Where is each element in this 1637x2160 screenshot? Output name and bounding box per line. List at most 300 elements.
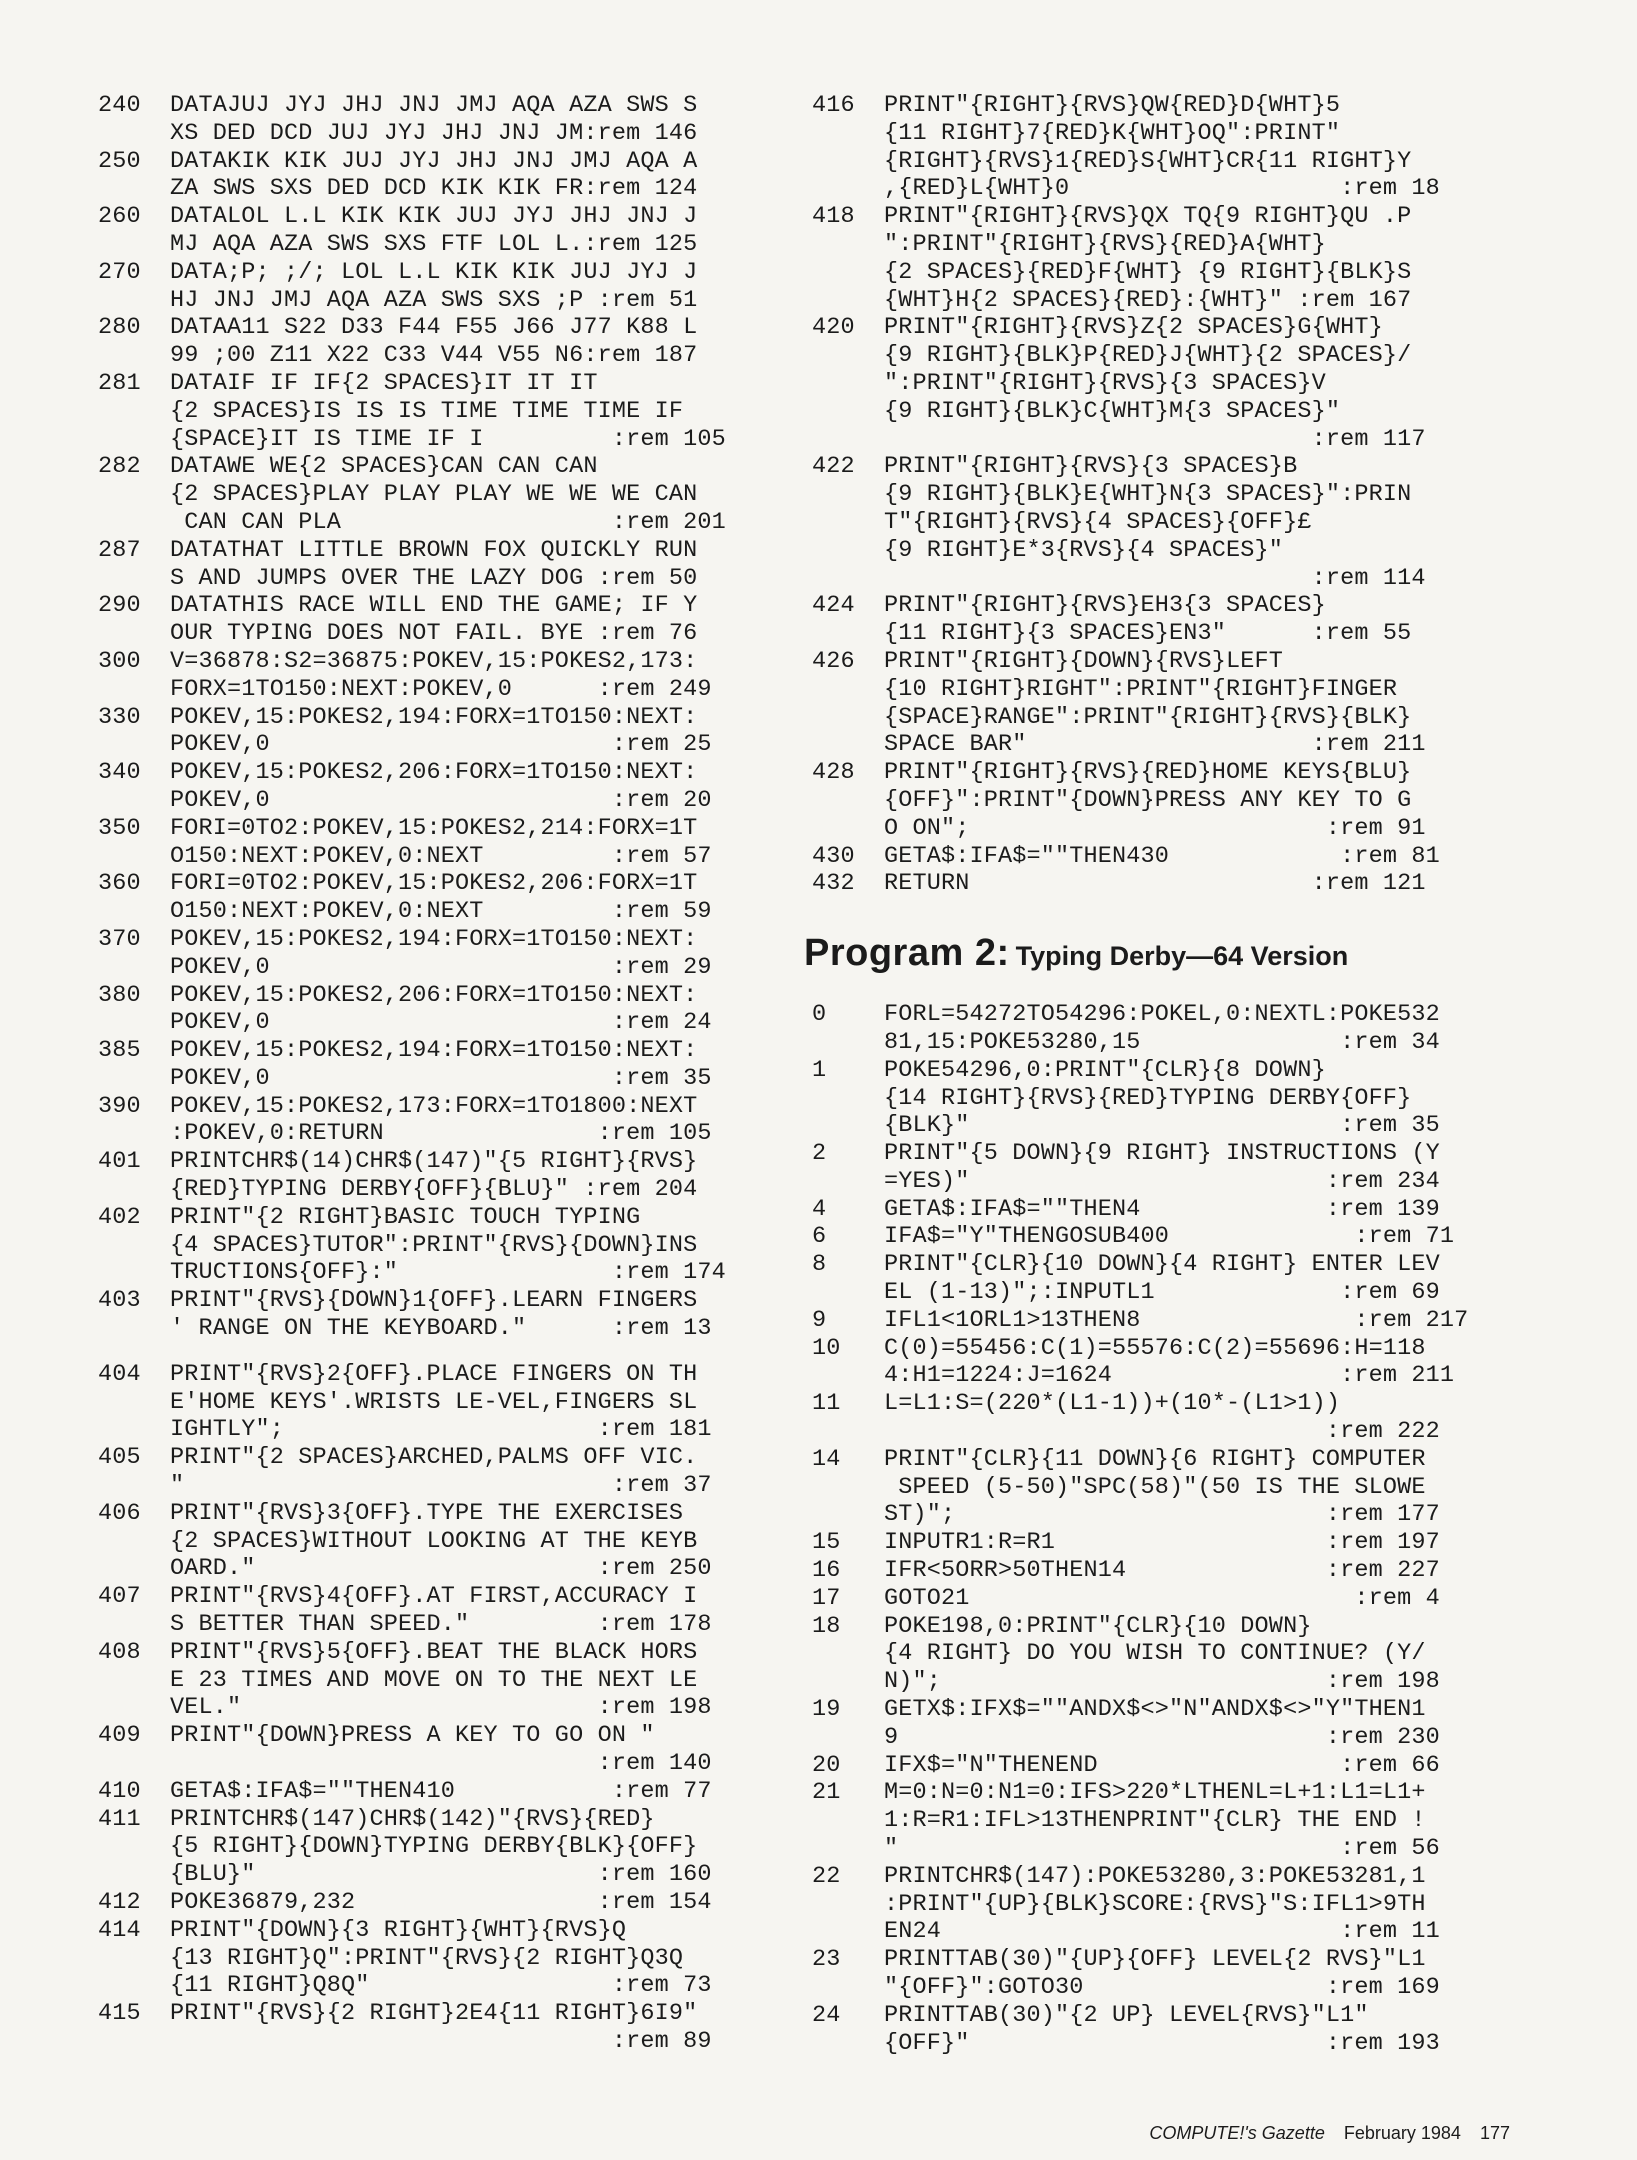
code-line bbox=[812, 342, 1512, 370]
line-number bbox=[98, 1861, 170, 1889]
listing-gap bbox=[98, 1343, 788, 1361]
line-number bbox=[812, 565, 884, 593]
line-number bbox=[98, 1472, 170, 1500]
line-number: 404 bbox=[98, 1360, 141, 1388]
code-line bbox=[98, 1583, 788, 1611]
program-2-listing bbox=[812, 1001, 1512, 2057]
code-text: GOTO21 :rem 4 bbox=[884, 1584, 1440, 1612]
code-text: PRINT"{DOWN}PRESS A KEY TO GO ON " bbox=[170, 1722, 655, 1750]
line-number: 340 bbox=[98, 759, 141, 787]
program-title: Program 2: bbox=[804, 932, 1010, 975]
code-text: POKE36879,232 :rem 154 bbox=[170, 1889, 712, 1916]
code-line bbox=[812, 731, 1512, 759]
line-number: 10 bbox=[812, 1334, 841, 1362]
code-line bbox=[812, 2002, 1512, 2030]
line-number bbox=[98, 1667, 170, 1695]
code-line bbox=[812, 1196, 1512, 1224]
code-line bbox=[98, 1287, 788, 1315]
code-line bbox=[98, 509, 788, 537]
code-line bbox=[812, 398, 1512, 426]
line-number bbox=[98, 565, 170, 593]
line-number bbox=[812, 120, 884, 148]
line-number: 409 bbox=[98, 1722, 141, 1750]
code-line bbox=[812, 1613, 1512, 1641]
code-text: {5 RIGHT}{DOWN}TYPING DERBY{BLK}{OFF} bbox=[170, 1833, 698, 1861]
line-number bbox=[98, 1694, 170, 1722]
code-line bbox=[98, 426, 788, 454]
right-column bbox=[804, 92, 1512, 2057]
code-text: POKEV,0 :rem 24 bbox=[170, 1009, 712, 1037]
code-text: {SPACE}RANGE":PRINT"{RIGHT}{RVS}{BLK} bbox=[884, 703, 1412, 731]
code-text: EL (1-13)";:INPUTL1 :rem 69 bbox=[884, 1279, 1440, 1307]
line-number: 405 bbox=[98, 1444, 141, 1472]
line-number bbox=[98, 1389, 170, 1417]
code-line bbox=[812, 1446, 1512, 1474]
code-line bbox=[98, 1917, 788, 1945]
code-text: "{OFF}":GOTO30 :rem 169 bbox=[884, 1974, 1440, 2001]
code-line bbox=[812, 1390, 1512, 1418]
code-line bbox=[812, 175, 1512, 203]
code-text: C(0)=55456:C(1)=55576:C(2)=55696:H=118 bbox=[884, 1334, 1426, 1362]
line-number: 401 bbox=[98, 1148, 141, 1176]
code-text: POKEV,15:POKES2,206:FORX=1TO150:NEXT: bbox=[170, 981, 698, 1009]
code-line bbox=[812, 1946, 1512, 1974]
code-line bbox=[812, 870, 1512, 898]
line-number bbox=[98, 1120, 170, 1148]
code-text: DATATHIS RACE WILL END THE GAME; IF Y bbox=[170, 592, 698, 620]
line-number: 250 bbox=[98, 147, 141, 175]
line-number: 407 bbox=[98, 1583, 141, 1611]
line-number bbox=[812, 1724, 884, 1752]
line-number bbox=[812, 620, 884, 648]
line-number bbox=[812, 1807, 884, 1835]
line-number bbox=[812, 704, 884, 732]
code-text: POKEV,15:POKES2,194:FORX=1TO150:NEXT: bbox=[170, 1037, 698, 1065]
code-text: FORI=0TO2:POKEV,15:POKES2,206:FORX=1T bbox=[170, 870, 698, 898]
line-number bbox=[812, 1668, 884, 1696]
line-number: 412 bbox=[98, 1889, 141, 1916]
code-text: PRINTCHR$(147)CHR$(142)"{RVS}{RED} bbox=[170, 1805, 655, 1833]
code-line bbox=[812, 1168, 1512, 1196]
line-number: 403 bbox=[98, 1287, 141, 1315]
code-text: IFL1<1ORL1>13THEN8 :rem 217 bbox=[884, 1306, 1469, 1334]
code-text: {9 RIGHT}{BLK}E{WHT}N{3 SPACES}":PRIN bbox=[884, 481, 1412, 509]
line-number: 411 bbox=[98, 1805, 141, 1833]
code-text: PRINTCHR$(147):POKE53280,3:POKE53281,1 bbox=[884, 1862, 1426, 1890]
code-line bbox=[98, 565, 788, 593]
code-text: T"{RIGHT}{RVS}{4 SPACES}{OFF}£ bbox=[884, 508, 1312, 536]
code-text: {13 RIGHT}Q":PRINT"{RVS}{2 RIGHT}Q3Q bbox=[170, 1944, 684, 1972]
code-text: POKEV,0 :rem 20 bbox=[170, 786, 712, 814]
code-text: PRINT"{CLR}{10 DOWN}{4 RIGHT} ENTER LEV bbox=[884, 1251, 1440, 1279]
line-number: 287 bbox=[98, 536, 141, 564]
code-line bbox=[812, 259, 1512, 287]
line-number bbox=[98, 481, 170, 509]
line-number: 410 bbox=[98, 1777, 141, 1805]
code-text: 4:H1=1224:J=1624 :rem 211 bbox=[884, 1362, 1455, 1390]
magazine-name: COMPUTE!'s Gazette bbox=[1149, 2123, 1325, 2143]
code-line bbox=[812, 1362, 1512, 1390]
program-subtitle: Typing Derby—64 Version bbox=[1015, 941, 1349, 972]
code-line bbox=[98, 620, 788, 648]
code-line bbox=[812, 1529, 1512, 1557]
code-text: PRINTTAB(30)"{2 UP} LEVEL{RVS}"L1" bbox=[884, 2001, 1369, 2029]
code-text: {OFF}":PRINT"{DOWN}PRESS ANY KEY TO G bbox=[884, 786, 1412, 814]
code-line bbox=[98, 1232, 788, 1260]
code-text: ":PRINT"{RIGHT}{RVS}{3 SPACES}V bbox=[884, 369, 1326, 397]
line-number bbox=[98, 2028, 170, 2056]
line-number bbox=[98, 287, 170, 315]
code-text: PRINTTAB(30)"{UP}{OFF} LEVEL{2 RVS}"L1 bbox=[884, 1946, 1426, 1974]
code-line bbox=[812, 1140, 1512, 1168]
line-number bbox=[98, 120, 170, 148]
line-number bbox=[98, 1416, 170, 1444]
line-number bbox=[812, 175, 884, 203]
line-number: 18 bbox=[812, 1612, 841, 1640]
code-line bbox=[812, 1835, 1512, 1863]
code-line bbox=[98, 1472, 788, 1500]
code-line bbox=[98, 1861, 788, 1889]
line-number bbox=[812, 1501, 884, 1529]
code-text: OARD." :rem 250 bbox=[170, 1555, 712, 1583]
code-line bbox=[812, 1279, 1512, 1307]
code-text: IGHTLY"; :rem 181 bbox=[170, 1416, 712, 1444]
code-text: PRINT"{RIGHT}{RVS}QX TQ{9 RIGHT}QU .P bbox=[884, 203, 1412, 231]
line-number: 428 bbox=[812, 759, 855, 787]
line-number: 270 bbox=[98, 258, 141, 286]
code-line bbox=[812, 1974, 1512, 2002]
code-line bbox=[812, 1029, 1512, 1057]
code-line bbox=[98, 1639, 788, 1667]
code-line bbox=[812, 509, 1512, 537]
code-line bbox=[98, 870, 788, 898]
code-line bbox=[98, 287, 788, 315]
code-text: DATAIF IF IF{2 SPACES}IT IT IT bbox=[170, 369, 598, 397]
code-text: POKEV,15:POKES2,173:FORX=1TO1800:NEXT bbox=[170, 1092, 698, 1120]
code-line bbox=[98, 1204, 788, 1232]
code-line bbox=[98, 898, 788, 926]
code-text: {11 RIGHT}{3 SPACES}EN3" :rem 55 bbox=[884, 620, 1412, 648]
code-line bbox=[812, 648, 1512, 676]
code-line bbox=[98, 731, 788, 759]
code-text: O150:NEXT:POKEV,0:NEXT :rem 57 bbox=[170, 842, 712, 870]
line-number bbox=[812, 481, 884, 509]
code-line bbox=[812, 2030, 1512, 2058]
code-text: PRINT"{2 SPACES}ARCHED,PALMS OFF VIC. bbox=[170, 1444, 698, 1472]
code-text: MJ AQA AZA SWS SXS FTF LOL L.:rem 125 bbox=[170, 230, 698, 258]
code-line bbox=[98, 2028, 788, 2056]
code-text: {11 RIGHT}7{RED}K{WHT}OQ":PRINT" bbox=[884, 119, 1341, 147]
code-line bbox=[98, 676, 788, 704]
code-line bbox=[98, 787, 788, 815]
code-line bbox=[98, 1750, 788, 1778]
code-text: M=0:N=0:N1=0:IFS>220*LTHENL=L+1:L1=L1+ bbox=[884, 1779, 1426, 1807]
line-number: 415 bbox=[98, 2000, 141, 2028]
code-text: PRINT"{RIGHT}{RVS}{3 SPACES}B bbox=[884, 453, 1298, 481]
line-number bbox=[98, 898, 170, 926]
code-line bbox=[812, 592, 1512, 620]
code-text: " :rem 37 bbox=[170, 1472, 712, 1500]
code-line bbox=[98, 759, 788, 787]
code-line bbox=[812, 1807, 1512, 1835]
code-text: {11 RIGHT}Q8Q" :rem 73 bbox=[170, 1972, 712, 2000]
code-text: =YES)" :rem 234 bbox=[884, 1167, 1440, 1195]
code-text: {SPACE}IT IS TIME IF I :rem 105 bbox=[170, 425, 726, 453]
code-line bbox=[98, 1120, 788, 1148]
line-number bbox=[98, 1833, 170, 1861]
code-line bbox=[812, 453, 1512, 481]
line-number: 300 bbox=[98, 647, 141, 675]
code-text: EN24 :rem 11 bbox=[884, 1918, 1440, 1946]
code-text: GETA$:IFA$=""THEN430 :rem 81 bbox=[884, 842, 1440, 870]
code-text: DATALOL L.L KIK KIK JUJ JYJ JHJ JNJ J bbox=[170, 203, 698, 231]
code-text: TRUCTIONS{OFF}:" :rem 174 bbox=[170, 1259, 726, 1287]
line-number bbox=[812, 1029, 884, 1057]
code-line bbox=[812, 1307, 1512, 1335]
line-number bbox=[812, 287, 884, 315]
code-text: 81,15:POKE53280,15 :rem 34 bbox=[884, 1028, 1440, 1056]
line-number bbox=[98, 1972, 170, 2000]
line-number: 24 bbox=[812, 2001, 841, 2029]
code-text: N)"; :rem 198 bbox=[884, 1668, 1440, 1696]
line-number bbox=[98, 509, 170, 537]
line-number: 260 bbox=[98, 203, 141, 231]
code-text: DATATHAT LITTLE BROWN FOX QUICKLY RUN bbox=[170, 536, 698, 564]
code-text: V=36878:S2=36875:POKEV,15:POKES2,173: bbox=[170, 647, 698, 675]
code-line bbox=[98, 453, 788, 481]
code-line bbox=[98, 1694, 788, 1722]
code-text: HJ JNJ JMJ AQA AZA SWS SXS ;P :rem 51 bbox=[170, 286, 698, 314]
code-line bbox=[812, 370, 1512, 398]
right-listing bbox=[812, 92, 1512, 898]
line-number: 432 bbox=[812, 870, 855, 898]
line-number bbox=[98, 1176, 170, 1204]
code-line bbox=[98, 982, 788, 1010]
code-line bbox=[98, 1611, 788, 1639]
code-line bbox=[812, 1474, 1512, 1502]
line-number bbox=[98, 1065, 170, 1093]
code-text: S AND JUMPS OVER THE LAZY DOG :rem 50 bbox=[170, 564, 698, 592]
code-line bbox=[98, 314, 788, 342]
code-line bbox=[98, 2000, 788, 2028]
code-line bbox=[98, 1778, 788, 1806]
line-number bbox=[98, 954, 170, 982]
code-line bbox=[98, 704, 788, 732]
line-number: 418 bbox=[812, 203, 855, 231]
code-line bbox=[812, 148, 1512, 176]
code-line bbox=[812, 1585, 1512, 1613]
line-number: 9 bbox=[812, 1306, 827, 1334]
code-text: {2 SPACES}{RED}F{WHT} {9 RIGHT}{BLK}S bbox=[884, 258, 1412, 286]
line-number: 21 bbox=[812, 1779, 841, 1807]
line-number bbox=[812, 370, 884, 398]
code-text: {BLU}" :rem 160 bbox=[170, 1861, 712, 1889]
code-line bbox=[98, 592, 788, 620]
code-text: :rem 114 bbox=[884, 564, 1426, 592]
code-line bbox=[98, 1361, 788, 1389]
line-number bbox=[812, 815, 884, 843]
code-text: GETA$:IFA$=""THEN4 :rem 139 bbox=[884, 1195, 1440, 1223]
line-number: 424 bbox=[812, 592, 855, 620]
line-number bbox=[812, 2030, 884, 2058]
code-text: :rem 140 bbox=[170, 1750, 712, 1778]
code-text: PRINT"{RVS}{2 RIGHT}2E4{11 RIGHT}6I9" bbox=[170, 2000, 698, 2028]
code-line bbox=[812, 1752, 1512, 1780]
line-number bbox=[98, 1945, 170, 1973]
line-number: 16 bbox=[812, 1557, 841, 1585]
line-number: 290 bbox=[98, 592, 141, 620]
code-text: DATAJUJ JYJ JHJ JNJ JMJ AQA AZA SWS S bbox=[170, 92, 698, 119]
code-text: SPACE BAR" :rem 211 bbox=[884, 731, 1426, 759]
code-line bbox=[812, 1335, 1512, 1363]
code-line bbox=[812, 203, 1512, 231]
code-line bbox=[812, 1918, 1512, 1946]
line-number: 17 bbox=[812, 1584, 841, 1612]
code-text: PRINT"{RIGHT}{DOWN}{RVS}LEFT bbox=[884, 647, 1284, 675]
code-line bbox=[812, 426, 1512, 454]
code-text: PRINT"{5 DOWN}{9 RIGHT} INSTRUCTIONS (Y bbox=[884, 1140, 1440, 1168]
code-line bbox=[812, 1557, 1512, 1585]
code-text: PRINT"{RIGHT}{RVS}{RED}HOME KEYS{BLU} bbox=[884, 759, 1412, 787]
line-number: 406 bbox=[98, 1499, 141, 1527]
code-line bbox=[812, 620, 1512, 648]
code-text: POKEV,0 :rem 29 bbox=[170, 953, 712, 981]
code-line bbox=[98, 1259, 788, 1287]
line-number: 426 bbox=[812, 647, 855, 675]
code-text: {4 RIGHT} DO YOU WISH TO CONTINUE? (Y/ bbox=[884, 1640, 1426, 1668]
code-text: ":PRINT"{RIGHT}{RVS}{RED}A{WHT} bbox=[884, 230, 1326, 258]
code-line bbox=[812, 1696, 1512, 1724]
line-number bbox=[98, 1555, 170, 1583]
code-text: " :rem 56 bbox=[884, 1835, 1440, 1863]
line-number bbox=[98, 1259, 170, 1287]
code-text: FORI=0TO2:POKEV,15:POKES2,214:FORX=1T bbox=[170, 814, 698, 842]
code-text: {10 RIGHT}RIGHT":PRINT"{RIGHT}FINGER bbox=[884, 675, 1398, 703]
line-number: 1 bbox=[812, 1056, 827, 1084]
code-line bbox=[98, 537, 788, 565]
code-text: PRINT"{RVS}5{OFF}.BEAT THE BLACK HORS bbox=[170, 1638, 698, 1666]
code-text: IFX$="N"THENEND :rem 66 bbox=[884, 1751, 1440, 1779]
code-line bbox=[98, 1416, 788, 1444]
code-text: POKE198,0:PRINT"{CLR}{10 DOWN} bbox=[884, 1612, 1312, 1640]
code-text: {9 RIGHT}E*3{RVS}{4 SPACES}" bbox=[884, 536, 1284, 564]
code-line bbox=[98, 231, 788, 259]
code-line bbox=[812, 1891, 1512, 1919]
code-line bbox=[98, 259, 788, 287]
code-line bbox=[812, 1863, 1512, 1891]
code-text: {2 SPACES}WITHOUT LOOKING AT THE KEYB bbox=[170, 1527, 698, 1555]
code-line bbox=[98, 1389, 788, 1417]
code-line bbox=[98, 1093, 788, 1121]
line-number bbox=[98, 1009, 170, 1037]
code-text: DATAKIK KIK JUJ JYJ JHJ JNJ JMJ AQA A bbox=[170, 147, 698, 175]
code-line bbox=[812, 1724, 1512, 1752]
line-number: 14 bbox=[812, 1445, 841, 1473]
line-number bbox=[812, 537, 884, 565]
code-text: 99 ;00 Z11 X22 C33 V44 V55 N6:rem 187 bbox=[170, 342, 698, 370]
code-text: PRINT"{RVS}2{OFF}.PLACE FINGERS ON TH bbox=[170, 1360, 698, 1388]
code-line bbox=[812, 314, 1512, 342]
code-line bbox=[98, 398, 788, 426]
line-number: 23 bbox=[812, 1946, 841, 1974]
code-line bbox=[812, 1501, 1512, 1529]
line-number: 0 bbox=[812, 1001, 827, 1029]
code-line bbox=[98, 843, 788, 871]
code-text: 1:R=R1:IFL>13THENPRINT"{CLR} THE END ! bbox=[884, 1807, 1426, 1835]
code-text: DATAA11 S22 D33 F44 F55 J66 J77 K88 L bbox=[170, 314, 698, 342]
code-line bbox=[98, 1444, 788, 1472]
page-footer bbox=[1110, 2123, 1510, 2144]
line-number bbox=[812, 1891, 884, 1919]
line-number: 2 bbox=[812, 1140, 827, 1168]
code-text: GETA$:IFA$=""THEN410 :rem 77 bbox=[170, 1777, 712, 1805]
code-text: :rem 222 bbox=[884, 1418, 1440, 1446]
line-number bbox=[812, 1918, 884, 1946]
code-line bbox=[98, 92, 788, 120]
code-text: XS DED DCD JUJ JYJ JHJ JNJ JM:rem 146 bbox=[170, 119, 698, 147]
code-text: ZA SWS SXS DED DCD KIK KIK FR:rem 124 bbox=[170, 175, 698, 203]
line-number bbox=[812, 1474, 884, 1502]
code-line bbox=[98, 175, 788, 203]
code-line bbox=[812, 1640, 1512, 1668]
code-line bbox=[98, 1722, 788, 1750]
line-number: 402 bbox=[98, 1203, 141, 1231]
code-text: ST)"; :rem 177 bbox=[884, 1501, 1440, 1529]
code-line bbox=[812, 565, 1512, 593]
line-number bbox=[98, 231, 170, 259]
code-text: {4 SPACES}TUTOR":PRINT"{RVS}{DOWN}INS bbox=[170, 1231, 698, 1259]
line-number bbox=[812, 259, 884, 287]
code-line bbox=[812, 1779, 1512, 1807]
page-number: 177 bbox=[1479, 2123, 1510, 2143]
line-number bbox=[98, 620, 170, 648]
line-number: 380 bbox=[98, 981, 141, 1009]
code-line bbox=[812, 1251, 1512, 1279]
code-line bbox=[812, 537, 1512, 565]
code-line bbox=[98, 954, 788, 982]
code-line bbox=[98, 1148, 788, 1176]
code-line bbox=[812, 287, 1512, 315]
code-line bbox=[98, 926, 788, 954]
code-text: SPEED (5-50)"SPC(58)"(50 IS THE SLOWE bbox=[884, 1473, 1426, 1501]
line-number: 330 bbox=[98, 703, 141, 731]
line-number bbox=[812, 1085, 884, 1113]
code-text: O150:NEXT:POKEV,0:NEXT :rem 59 bbox=[170, 898, 712, 926]
line-number: 4 bbox=[812, 1195, 827, 1223]
code-line bbox=[812, 1001, 1512, 1029]
line-number bbox=[812, 1112, 884, 1140]
line-number bbox=[812, 676, 884, 704]
line-number: 385 bbox=[98, 1037, 141, 1065]
line-number bbox=[812, 426, 884, 454]
code-text: POKEV,0 :rem 25 bbox=[170, 731, 712, 759]
line-number bbox=[812, 1418, 884, 1446]
line-number: 15 bbox=[812, 1529, 841, 1557]
code-text: {BLK}" :rem 35 bbox=[884, 1112, 1440, 1140]
line-number bbox=[812, 342, 884, 370]
line-number bbox=[98, 676, 170, 704]
code-text: O ON"; :rem 91 bbox=[884, 814, 1426, 842]
line-number bbox=[98, 787, 170, 815]
line-number: 390 bbox=[98, 1092, 141, 1120]
code-text: :rem 117 bbox=[884, 425, 1426, 453]
code-text: GETX$:IFX$=""ANDX$<>"N"ANDX$<>"Y"THEN1 bbox=[884, 1696, 1426, 1724]
code-text: PRINTCHR$(14)CHR$(147)"{5 RIGHT}{RVS} bbox=[170, 1148, 698, 1176]
line-number: 360 bbox=[98, 870, 141, 898]
code-line bbox=[812, 1668, 1512, 1696]
code-line bbox=[98, 1972, 788, 2000]
code-text: DATAWE WE{2 SPACES}CAN CAN CAN bbox=[170, 453, 598, 481]
